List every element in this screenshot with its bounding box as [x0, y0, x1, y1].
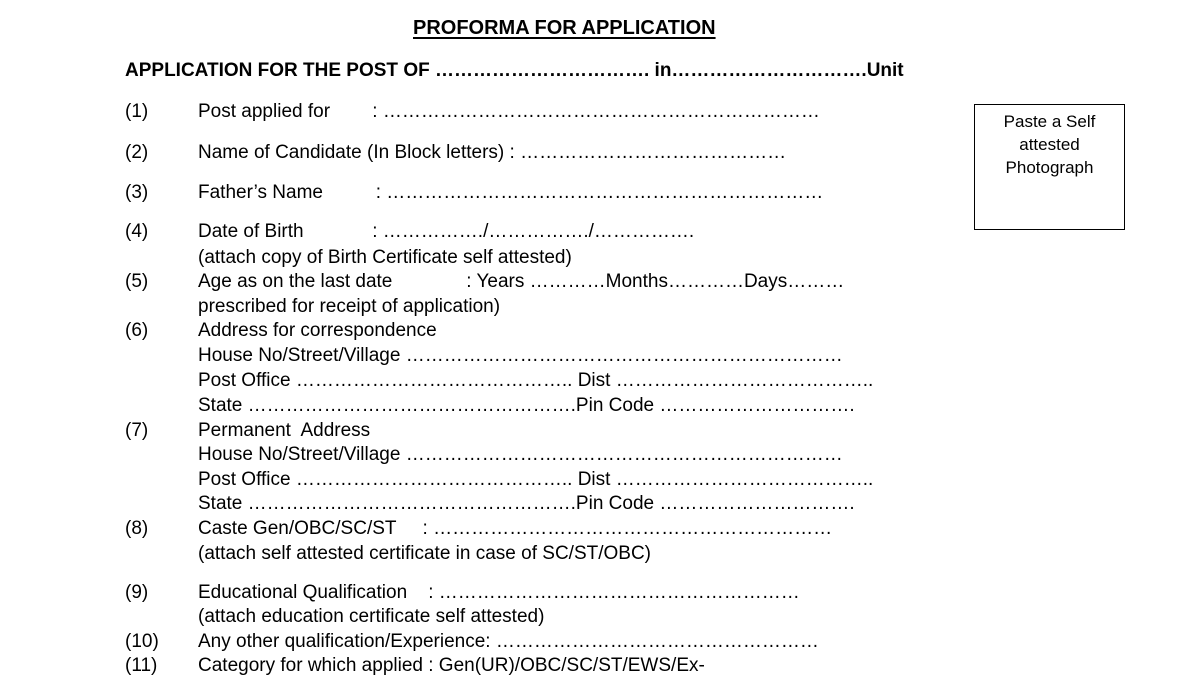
field-note: (attach education certificate self attested) [198, 606, 545, 627]
field-note: (attach copy of Birth Certificate self attested) [198, 247, 572, 268]
field-post-applied: Post applied for : …………………………………………………………… [198, 101, 820, 122]
field-number: (8) [125, 518, 149, 539]
photo-box-line: Paste a Self [1003, 112, 1096, 131]
field-number: (2) [125, 142, 149, 163]
field-post-office-dist: Post Office …………………………………….. Dist ………………………………….. [198, 370, 874, 391]
field-date-of-birth: Date of Birth : ……………./……………./……………. [198, 221, 695, 242]
field-number: (5) [125, 271, 149, 292]
field-number: (1) [125, 101, 149, 122]
field-number: (7) [125, 420, 149, 441]
post-application-heading: APPLICATION FOR THE POST OF ……………………………. in………………………….Unit [125, 60, 904, 81]
field-father-name: Father’s Name : …………………………………………………………… [198, 182, 824, 203]
field-house-street: House No/Street/Village …………………………………………………………… [198, 345, 843, 366]
field-number: (9) [125, 582, 149, 603]
field-house-street: House No/Street/Village …………………………………………………………… [198, 444, 843, 465]
field-note: (attach self attested certificate in case of SC/ST/OBC) [198, 543, 652, 564]
field-number: (10) [125, 631, 159, 652]
field-number: (4) [125, 221, 149, 242]
field-candidate-name: Name of Candidate (In Block letters) : …………………………………… [198, 142, 787, 163]
photo-placeholder-box [974, 104, 1125, 230]
field-state-pincode: State …………………………………………….Pin Code …………………………. [198, 493, 855, 514]
field-category: Category for which applied : Gen(UR)/OBC/SC/ST/EWS/Ex- [198, 655, 705, 676]
field-post-office-dist: Post Office …………………………………….. Dist ………………………………….. [198, 469, 874, 490]
field-educational-qualification: Educational Qualification : ………………………………………………… [198, 582, 800, 603]
field-correspondence-address: Address for correspondence [198, 320, 437, 341]
field-state-pincode: State …………………………………………….Pin Code …………………………. [198, 395, 855, 416]
field-number: (6) [125, 320, 149, 341]
field-permanent-address: Permanent Address [198, 420, 371, 441]
field-number: (3) [125, 182, 149, 203]
field-note: prescribed for receipt of application) [198, 296, 501, 317]
field-number: (11) [125, 655, 158, 676]
photo-box-line: attested [1019, 135, 1080, 154]
field-other-qualification: Any other qualification/Experience: …………………………………………… [198, 631, 819, 652]
photo-box-line: Photograph [1005, 158, 1094, 177]
field-caste: Caste Gen/OBC/SC/ST : ……………………………………………………… [198, 518, 833, 539]
field-age: Age as on the last date : Years …………Months…………Days……… [198, 271, 845, 292]
page-title: PROFORMA FOR APPLICATION [413, 17, 716, 39]
